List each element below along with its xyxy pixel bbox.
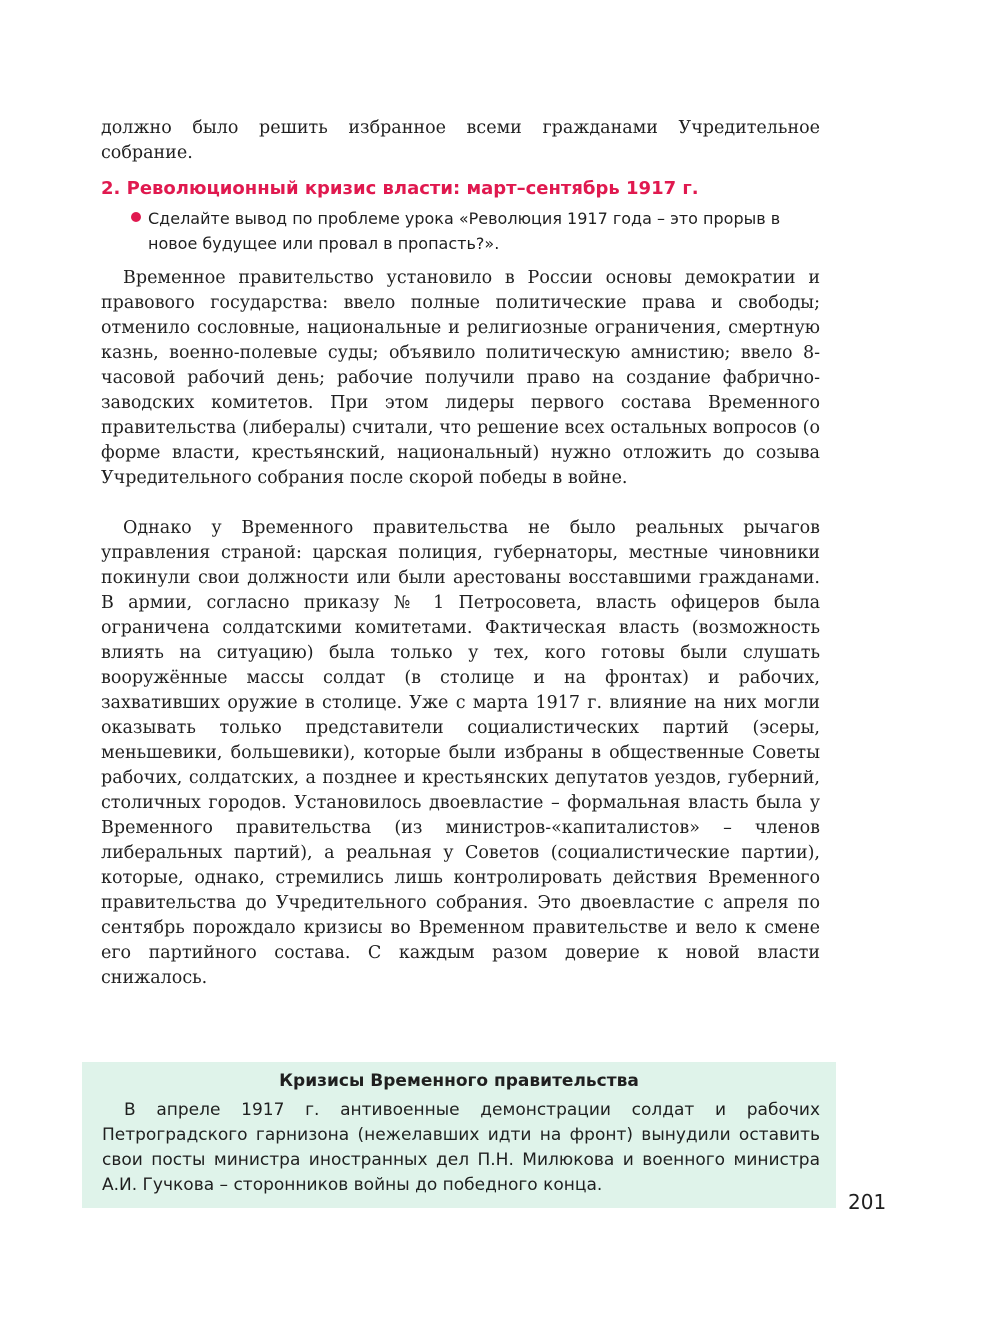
section-heading: 2. Революционный кризис власти: март–сентябрь 1917 г.: [101, 178, 699, 199]
task-item: [148, 206, 820, 256]
body-paragraph-2: Однако у Временного правительства не было реальных рычагов управления страной: царская полиция, губернаторы, местные чиновники покинули свои должности или были арестованы восставшими гражданами. В армии, согласно приказу № 1 Петросовета, власть офицеров была ограничена солдатскими комитетами. Фактическая власть (возможность влиять на ситуацию) была только у тех, кого готовы были слушать вооружённые массы солдат (в столице и на фронтах) и рабочих, захвативших оружие в столице. Уже с марта 1917 г. влияние на них могли оказывать только представители социалистических партий (эсеры, меньшевики, большевики), которые были избраны в общественные Советы рабочих, солдатских, а позднее и крестьянских депутатов уездов, губерний, столичных городов. Установилось двоевластие – формальная власть была у Временного правительства (из министров-«капиталистов» – членов либеральных партий), а реальная у Советов (социалистические партии), которые, однако, стремились лишь контролировать действия Временного правительства до Учредительного собрания. Это двоевластие с апреля по сентябрь порождало кризисы во Временном правительстве и вело к смене его партийного состава. С каждым разом доверие к новой власти снижалось.: [101, 518, 820, 988]
bullet-icon: [131, 212, 141, 222]
body-paragraph-1: Временное правительство установило в России основы демократии и правового государства: ввело полные политические права и свободы; отменило сословные, национальные и религиозные ограничения, смертную казнь, военно-полевые суды; объявило политическую амнистию; ввело 8-часовой рабочий день; рабочие получили право на создание фабрично-заводских комитетов. При этом лидеры первого состава Временного правительства (либералы) считали, что решение всех остальных вопросов (о форме власти, крестьянский, национальный) нужно отложить до созыва Учредительного собрания после скорой победы в войне.: [101, 268, 820, 488]
info-box: [82, 1062, 836, 1208]
intro-paragraph: должно было решить избранное всеми гражданами Учредительное собрание.: [101, 118, 820, 163]
info-box-text: В апреле 1917 г. антивоенные демонстрации солдат и рабочих Петроградского гарнизона (нежелавших идти на фронт) вынудили оставить свои посты министра иностранных дел П.Н. Милюкова и военного министра А.И. Гучкова – сторонников войны до победного конца.: [102, 1100, 820, 1195]
page-number: 201: [848, 1190, 887, 1214]
task-text: Сделайте вывод по проблеме урока «Революция 1917 года – это прорыв в новое будущее или провал в пропасть?».: [148, 209, 781, 253]
info-box-title: Кризисы Временного правительства: [279, 1071, 639, 1091]
